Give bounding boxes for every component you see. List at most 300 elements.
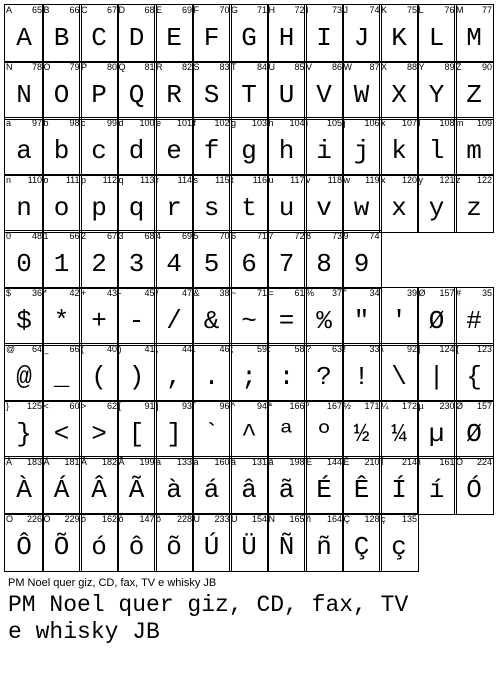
glyph-char-label: +: [81, 287, 87, 298]
glyph-code: 77: [481, 5, 492, 15]
glyph-char-label: n: [6, 174, 12, 185]
glyph-sample: !: [353, 362, 370, 392]
glyph-cell: [193, 514, 231, 571]
glyph-cell: [43, 514, 81, 571]
glyph-sample: Â: [91, 475, 107, 505]
glyph-char-label: Ø: [418, 287, 426, 298]
glyph-code: 44: [181, 344, 192, 354]
glyph-sample: G: [241, 23, 257, 53]
glyph-cell: [380, 118, 418, 175]
glyph-code: 66: [69, 231, 80, 241]
glyph-sample: K: [391, 23, 407, 53]
glyph-sample: *: [53, 305, 70, 336]
glyph-char-label: Â: [81, 457, 88, 467]
glyph-code: 166: [289, 400, 305, 411]
glyph-sample: õ: [166, 531, 182, 562]
glyph-sample: Z: [466, 79, 482, 110]
glyph-sample: ¼: [391, 418, 407, 449]
glyph-char-label: 0: [6, 231, 12, 241]
glyph-code: 109: [476, 118, 492, 128]
glyph-code: 83: [219, 61, 230, 72]
glyph-sample: Ê: [353, 475, 370, 505]
glyph-cell: [43, 457, 81, 514]
glyph-sample: ": [353, 305, 370, 336]
glyph-code: 69: [181, 5, 192, 15]
glyph-char-label: â: [231, 457, 237, 467]
glyph-char-label: C: [81, 5, 88, 15]
glyph-code: 96: [219, 400, 230, 411]
glyph-char-label: M: [456, 5, 464, 15]
glyph-cell: [43, 62, 81, 119]
glyph-sample: x: [391, 192, 407, 223]
glyph-sample: T: [241, 79, 257, 110]
glyph-char-label: l: [418, 118, 421, 128]
glyph-code: 230: [439, 400, 455, 411]
glyph-sample: ]: [166, 418, 182, 449]
glyph-char-label: ã: [268, 457, 274, 467]
glyph-char-label: _: [43, 344, 49, 354]
glyph-sample: ã: [278, 475, 295, 505]
glyph-code: 78: [31, 61, 42, 72]
glyph-char-label: ç: [381, 513, 386, 524]
glyph-char-label: R: [156, 61, 163, 72]
glyph-code: 117: [290, 174, 305, 185]
glyph-cell: [80, 457, 118, 514]
glyph-code: 165: [289, 513, 305, 524]
glyph-code: 80: [106, 61, 117, 72]
glyph-char-label: X: [381, 61, 388, 72]
glyph-cell: [118, 514, 156, 571]
glyph-cell: [5, 118, 43, 175]
glyph-sample: l: [428, 136, 445, 166]
glyph-sample: ½: [353, 418, 370, 449]
glyph-sample: e: [166, 136, 182, 166]
glyph-cell: [230, 401, 268, 458]
glyph-sample: w: [353, 192, 370, 223]
glyph-sample: Ã: [128, 475, 145, 505]
glyph-code: 135: [401, 513, 417, 524]
glyph-sample: O: [53, 79, 70, 110]
glyph-cell: [193, 118, 231, 175]
glyph-cell: [43, 401, 81, 458]
glyph-sample: [: [128, 418, 145, 449]
glyph-code: 107: [401, 118, 417, 128]
glyph-char-label: í: [418, 457, 422, 467]
glyph-sample: f: [203, 136, 220, 166]
glyph-cell: [268, 401, 306, 458]
glyph-code: 64: [31, 344, 42, 354]
glyph-code: 48: [31, 231, 42, 241]
glyph-char-label: µ: [418, 400, 424, 411]
glyph-cell: [455, 175, 493, 232]
glyph-code: 118: [327, 174, 342, 185]
glyph-cell: [230, 231, 268, 288]
glyph-sample: Q: [128, 79, 145, 110]
glyph-cell: [193, 288, 231, 345]
glyph-char-label: A: [6, 5, 13, 15]
glyph-char-label: =: [268, 287, 274, 298]
glyph-char-label: ,: [156, 344, 159, 354]
glyph-sample: #: [466, 305, 482, 336]
glyph-code: 66: [69, 344, 80, 354]
glyph-code: 182: [101, 457, 117, 467]
glyph-cell: [455, 288, 493, 345]
glyph-char-label: ~: [231, 287, 237, 298]
glyph-sample: ó: [91, 531, 107, 562]
glyph-cell: [380, 344, 418, 401]
glyph-cell: [155, 231, 193, 288]
glyph-cell: [80, 118, 118, 175]
glyph-char-label: /: [156, 287, 159, 298]
glyph-sample: V: [316, 79, 332, 110]
glyph-sample: ñ: [316, 531, 332, 562]
glyph-cell: [343, 514, 381, 571]
glyph-code: 62: [106, 400, 117, 411]
glyph-char-label: d: [118, 118, 124, 128]
glyph-sample: :: [278, 362, 295, 392]
glyph-char-label: ª: [268, 400, 272, 411]
glyph-char-label: P: [81, 61, 88, 72]
glyph-char-label: z: [456, 174, 461, 185]
glyph-char-label: D: [118, 5, 125, 15]
glyph-char-label: Ø: [456, 400, 464, 411]
glyph-cell: [380, 5, 418, 62]
glyph-cell: [43, 175, 81, 232]
glyph-sample: ^: [241, 418, 257, 449]
glyph-code: 199: [139, 457, 155, 467]
glyph-char-label: Õ: [43, 513, 51, 524]
glyph-sample: d: [128, 136, 145, 166]
glyph-sample: o: [53, 192, 70, 223]
glyph-cell: [5, 175, 43, 232]
glyph-cell: [118, 175, 156, 232]
glyph-cell: [305, 514, 343, 571]
glyph-char-label: 1: [43, 231, 49, 241]
glyph-char-label: \: [381, 344, 384, 354]
glyph-sample: 6: [241, 249, 257, 279]
glyph-code: 100: [139, 118, 155, 128]
glyph-code: 162: [101, 513, 117, 524]
glyph-code: 72: [294, 231, 305, 241]
glyph-char-label: S: [193, 61, 200, 72]
glyph-code: 210: [364, 457, 380, 467]
glyph-char-label: H: [268, 5, 275, 15]
glyph-code: 198: [289, 457, 305, 467]
glyph-sample: |: [428, 362, 445, 392]
glyph-cell: [193, 62, 231, 119]
glyph-char-label: r: [156, 174, 159, 185]
glyph-code: 69: [181, 231, 192, 241]
glyph-char-label: G: [231, 5, 239, 15]
glyph-cell: [305, 457, 343, 514]
glyph-sample: á: [203, 475, 220, 505]
glyph-code: 123: [476, 344, 492, 354]
glyph-char-label: 5: [193, 231, 199, 241]
glyph-cell: [268, 457, 306, 514]
character-grid: [5, 5, 492, 565]
glyph-sample: Ø: [466, 418, 482, 449]
glyph-sample: t: [241, 192, 257, 223]
glyph-char-label: ): [118, 344, 122, 354]
glyph-code: 40: [106, 344, 117, 354]
glyph-char-label: õ: [156, 513, 162, 524]
glyph-code: 46: [219, 344, 230, 354]
glyph-cell: [268, 344, 306, 401]
glyph-cell: [230, 514, 268, 571]
glyph-sample: É: [316, 475, 332, 505]
glyph-char-label: s: [193, 174, 198, 185]
glyph-cell: [5, 457, 43, 514]
glyph-sample: .: [203, 362, 220, 392]
glyph-cell: [230, 288, 268, 345]
glyph-code: 160: [214, 457, 230, 467]
glyph-char-label: 2: [81, 231, 87, 241]
glyph-char-label: j: [343, 118, 346, 128]
glyph-sample: H: [278, 23, 295, 53]
glyph-code: 125: [26, 400, 42, 411]
glyph-char-label: Z: [456, 61, 462, 72]
glyph-code: 87: [369, 61, 380, 72]
glyph-code: 68: [144, 5, 155, 15]
glyph-code: 75: [406, 5, 417, 15]
glyph-char-label: ": [343, 287, 347, 298]
glyph-char-label: #: [456, 287, 462, 298]
glyph-sample: ?: [316, 362, 332, 392]
glyph-cell: [268, 5, 306, 62]
glyph-char-label: 3: [118, 231, 124, 241]
glyph-sample: 8: [316, 249, 332, 279]
glyph-cell: [193, 344, 231, 401]
glyph-code: 102: [214, 118, 230, 128]
glyph-code: 181: [64, 457, 80, 467]
glyph-char-label: ¼: [381, 400, 389, 411]
glyph-sample: ): [128, 362, 145, 392]
glyph-code: 72: [294, 5, 305, 15]
glyph-code: 88: [406, 61, 417, 72]
glyph-sample: 7: [278, 249, 295, 279]
glyph-sample: M: [466, 23, 482, 53]
glyph-sample: k: [391, 136, 407, 166]
glyph-sample: â: [241, 475, 257, 505]
glyph-char-label: J: [343, 5, 348, 15]
glyph-char-label: 8: [306, 231, 312, 241]
glyph-cell: [193, 5, 231, 62]
glyph-cell: [305, 175, 343, 232]
glyph-code: 97: [31, 118, 42, 128]
glyph-char-label: :: [268, 344, 272, 354]
glyph-char-label: ?: [306, 344, 312, 354]
glyph-sample: i: [316, 136, 332, 166]
glyph-code: 94: [256, 400, 267, 411]
glyph-char-label: ó: [81, 513, 87, 524]
glyph-cell: [305, 62, 343, 119]
glyph-sample: 4: [166, 249, 182, 279]
glyph-sample: Ç: [353, 531, 370, 562]
glyph-char-label: h: [268, 118, 274, 128]
glyph-char-label: Y: [418, 61, 425, 72]
glyph-char-label: ½: [343, 400, 352, 411]
glyph-cell: [43, 344, 81, 401]
glyph-char-label: Ç: [343, 513, 350, 524]
glyph-char-label: {: [456, 344, 460, 354]
glyph-sample: À: [16, 475, 32, 505]
glyph-cell: [305, 288, 343, 345]
glyph-cell: [80, 5, 118, 62]
glyph-sample: %: [316, 305, 332, 336]
glyph-sample: }: [16, 418, 32, 449]
glyph-char-label: i: [306, 118, 308, 128]
glyph-char-label: ô: [118, 513, 124, 524]
glyph-cell: [305, 401, 343, 458]
glyph-char-label: u: [268, 174, 274, 185]
glyph-code: 98: [69, 118, 80, 128]
glyph-code: 68: [144, 231, 155, 241]
glyph-char-label: ^: [231, 400, 236, 411]
glyph-char-label: c: [81, 118, 86, 128]
glyph-cell: [80, 514, 118, 571]
glyph-code: 73: [331, 5, 342, 15]
glyph-sample: º: [316, 418, 332, 449]
empty-cell: [418, 231, 456, 288]
glyph-sample: n: [16, 192, 32, 223]
sample-text-large: PM Noel quer giz, CD, fax, TV e whisky JB: [8, 592, 409, 645]
glyph-cell: [343, 231, 381, 288]
glyph-cell: [43, 231, 81, 288]
glyph-cell: [268, 118, 306, 175]
glyph-sample: Ó: [466, 475, 482, 505]
glyph-cell: [418, 118, 456, 175]
glyph-code: 226: [26, 513, 42, 524]
glyph-sample: 3: [128, 249, 145, 279]
glyph-char-label: |: [418, 344, 421, 354]
glyph-char-label: T: [231, 61, 237, 72]
glyph-code: 110: [27, 174, 42, 185]
glyph-cell: [193, 231, 231, 288]
glyph-char-label: O: [43, 61, 51, 72]
glyph-sample: 0: [16, 249, 32, 279]
glyph-cell: [343, 5, 381, 62]
glyph-code: 167: [326, 400, 342, 411]
glyph-code: 90: [481, 61, 492, 72]
glyph-cell: [418, 62, 456, 119]
glyph-cell: [455, 401, 493, 458]
glyph-cell: [155, 514, 193, 571]
glyph-cell: [343, 175, 381, 232]
glyph-sample: j: [353, 136, 370, 166]
glyph-code: 103: [251, 118, 267, 128]
glyph-char-label: I: [306, 5, 309, 15]
glyph-code: 71: [256, 287, 267, 298]
glyph-sample: Ñ: [278, 531, 295, 562]
glyph-char-label: ': [381, 287, 383, 298]
glyph-code: 144: [326, 457, 342, 467]
glyph-cell: [418, 288, 456, 345]
glyph-char-label: %: [306, 287, 315, 298]
glyph-char-label: q: [118, 174, 124, 185]
glyph-char-label: ;: [231, 344, 234, 354]
glyph-cell: [380, 514, 418, 571]
glyph-cell: [268, 514, 306, 571]
glyph-char-label: }: [6, 400, 10, 411]
glyph-sample: $: [16, 305, 32, 336]
glyph-code: 112: [102, 174, 117, 185]
glyph-cell: [380, 457, 418, 514]
glyph-cell: [80, 401, 118, 458]
glyph-char-label: W: [343, 61, 352, 72]
glyph-cell: [80, 288, 118, 345]
glyph-sample: g: [241, 136, 257, 166]
glyph-char-label: U: [268, 61, 275, 72]
glyph-sample: B: [53, 23, 70, 53]
glyph-code: 164: [326, 513, 342, 524]
glyph-cell: [268, 288, 306, 345]
glyph-sample: F: [203, 23, 220, 53]
glyph-char-label: Ã: [118, 457, 125, 467]
glyph-code: 113: [140, 174, 155, 185]
glyph-code: 154: [251, 513, 267, 524]
glyph-code: 111: [65, 174, 80, 185]
glyph-sample: r: [166, 192, 182, 223]
glyph-cell: [155, 344, 193, 401]
glyph-cell: [230, 344, 268, 401]
glyph-code: 81: [144, 61, 155, 72]
glyph-char-label: g: [231, 118, 237, 128]
glyph-code: 37: [331, 287, 342, 298]
glyph-cell: [5, 288, 43, 345]
glyph-cell: [118, 62, 156, 119]
glyph-cell: [268, 175, 306, 232]
glyph-code: 106: [364, 118, 380, 128]
glyph-code: 86: [331, 61, 342, 72]
glyph-sample: q: [128, 192, 145, 223]
glyph-cell: [80, 175, 118, 232]
glyph-sample: A: [16, 23, 32, 53]
glyph-code: 93: [181, 400, 192, 411]
glyph-code: 35: [481, 287, 492, 298]
glyph-sample: R: [166, 79, 182, 110]
glyph-code: 67: [106, 5, 117, 15]
glyph-char-label: K: [381, 5, 388, 15]
glyph-cell: [118, 5, 156, 62]
glyph-char-label: a: [6, 118, 12, 128]
glyph-code: 89: [444, 61, 455, 72]
glyph-char-label: Á: [43, 457, 50, 467]
glyph-cell: [155, 175, 193, 232]
glyph-code: 59: [256, 344, 267, 354]
glyph-sample: ': [391, 305, 407, 336]
glyph-sample: ~: [241, 305, 257, 336]
glyph-cell: [193, 175, 231, 232]
glyph-code: 183: [26, 457, 42, 467]
glyph-cell: [155, 401, 193, 458]
glyph-sample: U: [278, 79, 295, 110]
glyph-cell: [5, 62, 43, 119]
glyph-cell: [155, 288, 193, 345]
glyph-code: 43: [106, 287, 117, 298]
glyph-cell: [5, 401, 43, 458]
glyph-code: 38: [219, 287, 230, 298]
glyph-char-label: N: [6, 61, 13, 72]
glyph-sample: (: [91, 362, 107, 392]
glyph-code: 33: [369, 344, 380, 354]
glyph-char-label: Ú: [193, 513, 200, 524]
glyph-sample: Ü: [241, 531, 257, 562]
glyph-code: 124: [439, 344, 455, 354]
empty-cell: [380, 231, 418, 288]
glyph-sample: m: [466, 136, 482, 166]
empty-cell: [418, 514, 456, 571]
glyph-char-label: p: [81, 174, 87, 185]
